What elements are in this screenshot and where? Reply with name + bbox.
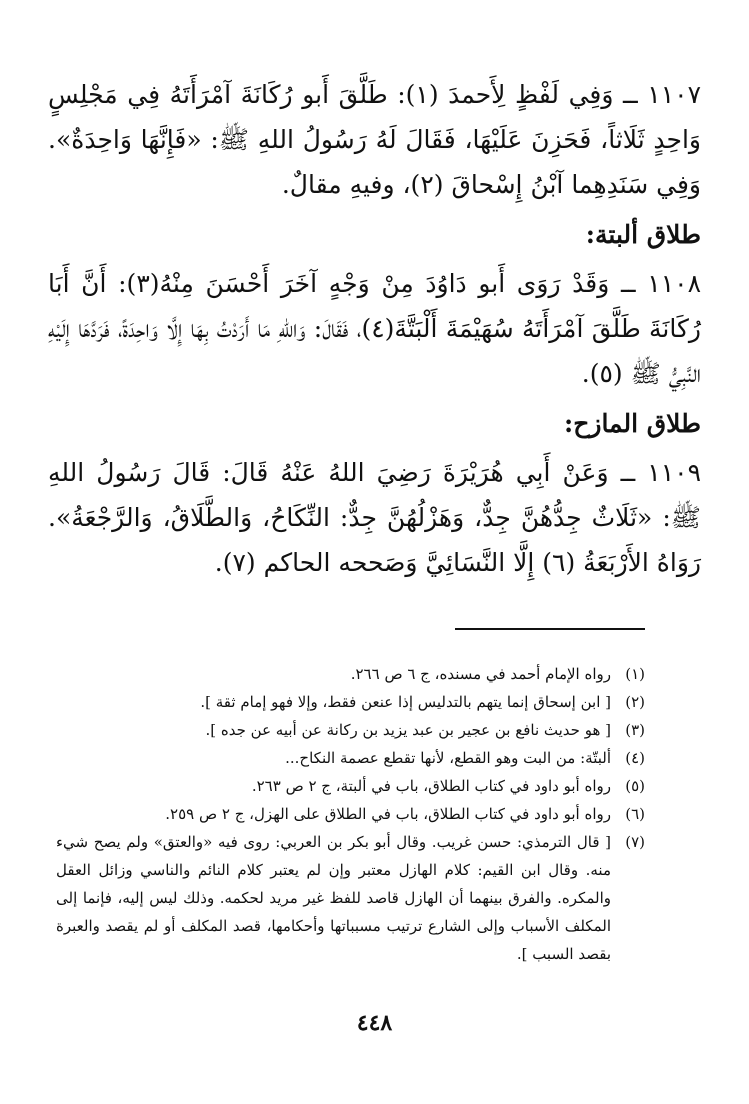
hadith-1108: ١١٠٨ ــ وَقَدْ رَوَى أَبو دَاوُدَ مِنْ وَجْهٍ آخَرَ أَحْسَنَ مِنْهُ(٣): أَنَّ أَبَا رُكَانَةَ طَلَّقَ آمْرَأَتَهُ سُهَيْمَةَ أَلْبَتَّةَ(٤)، فَقَالَ: وَاللهِ مَا أَرَدْتُ بِهَا إِلَّا وَاحِدَةً، فَرَدَّهَا إِلَيْهِ النَّبِيُّ ﷺ (٥). [48, 269, 701, 388]
footnote-item [56, 688, 645, 716]
section-heading-talaq-almazih: طلاق المازح: [564, 409, 701, 438]
footnote-separator [455, 628, 645, 630]
footnote-text: رواه أبو داود في كتاب الطلاق، باب في الطلاق على الهزل، ج ٢ ص ٢٥٩. [165, 805, 611, 823]
footnote-item [56, 716, 645, 744]
footnote-number: (٥) [625, 777, 645, 795]
footnote-item [56, 660, 645, 688]
main-text [48, 72, 701, 591]
footnote-number: (٢) [625, 693, 645, 711]
footnotes [56, 660, 645, 968]
footnote-number: (٤) [625, 749, 645, 767]
footnote-text: رواه الإمام أحمد في مسنده، ج ٦ ص ٢٦٦. [350, 665, 611, 683]
section-heading-talaq-albatta: طلاق ألبتة: [585, 220, 701, 249]
footnote-text: [ قال الترمذي: حسن غريب. وقال أبو بكر بن العربي: روى فيه «والعتق» ولم يصح شيء منه. وقال ابن القيم: كلام الهازل معتبر وإن لم يعتبر كلام النائم والناسي وزائل العقل والمكره. والفرق بينهما أن الهازل قاصد للفظ غير مريد لحكمه. وذلك ليس إليه، فإنما إلى المكلف الأسباب وإلى الشارع ترتيب مسبباتها وأحكامها، قصد المكلف أو لم يقصد والعبرة بقصد السبب ]. [56, 833, 611, 963]
footnote-number: (٦) [625, 805, 645, 823]
hadith-1107: ١١٠٧ ــ وَفِي لَفْظٍ لِأَحمدَ (١): طَلَّقَ أَبو رُكَانَةَ آمْرَأَتَهُ فِي مَجْلِسٍ وَاحِدٍ ثَلَاثاً، فَحَزِنَ عَلَيْهَا، فَقَالَ لَهُ رَسُولُ اللهِ ﷺ: «فَإِنَّهَا وَاحِدَةٌ». وَفِي سَنَدِهِما آبْنُ إِسْحاقَ (٢)، وفيهِ مقالٌ. [48, 80, 701, 199]
footnote-item [56, 828, 645, 968]
footnote-item [56, 772, 645, 800]
footnote-number: (٧) [625, 833, 645, 851]
footnote-item [56, 800, 645, 828]
footnote-text: [ ابن إسحاق إنما يتهم بالتدليس إذا عنعن فقط، وإلا فهو إمام ثقة ]. [200, 693, 611, 711]
page-number: ٤٤٨ [356, 1010, 393, 1036]
footnote-text: [ هو حديث نافع بن عجير بن عبد يزيد بن ركانة عن أبيه عن جده ]. [205, 721, 611, 739]
hadith-1109: ١١٠٩ ــ وَعَنْ أَبِي هُرَيْرَةَ رَضِيَ اللهُ عَنْهُ قَالَ: قَالَ رَسُولُ اللهِ ﷺ: «ثَلَاثٌ جِدُّهُنَّ جِدٌّ، وَهَزْلُهُنَّ جِدٌّ: النِّكَاحُ، وَالطَّلَاقُ، وَالرَّجْعَةُ». رَوَاهُ الأَرْبَعَةُ (٦) إِلَّا النَّسَائِيَّ وَصَححه الحاكم (٧). [48, 458, 701, 577]
footnote-text: ألبتّة: من البت وهو القطع، لأنها تقطع عصمة النكاح... [285, 749, 611, 767]
footnote-item [56, 744, 645, 772]
footnote-text: رواه أبو داود في كتاب الطلاق، باب في ألبتة، ج ٢ ص ٢٦٣. [251, 777, 611, 795]
footnote-number: (٣) [625, 721, 645, 739]
footnote-number: (١) [625, 665, 645, 683]
